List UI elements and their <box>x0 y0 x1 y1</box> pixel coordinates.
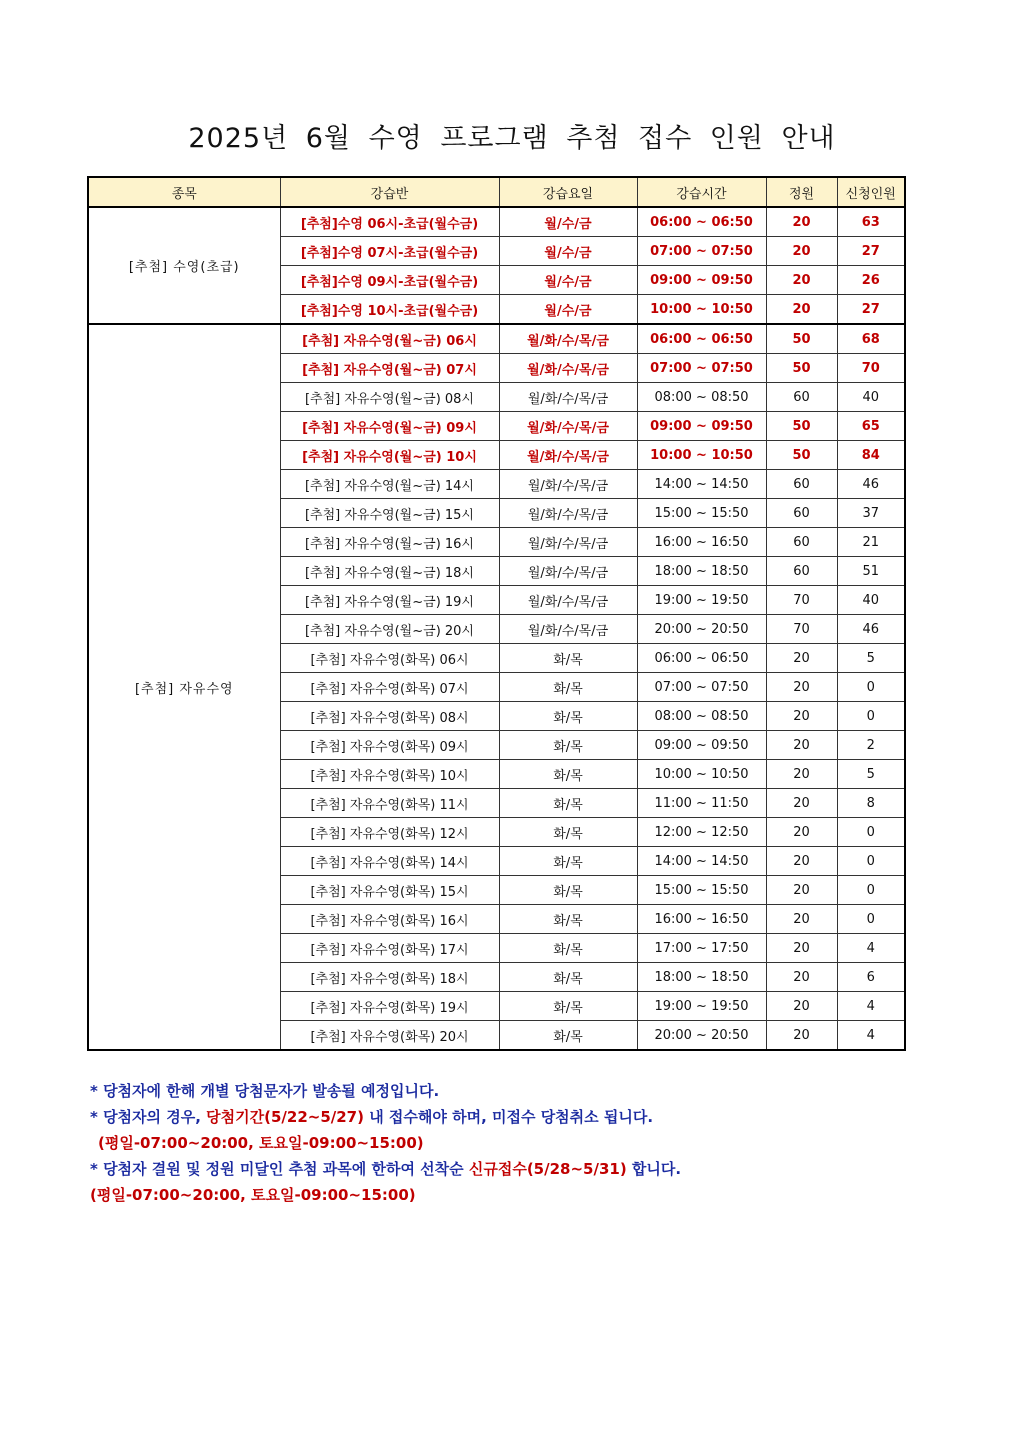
class-cell: [추첨] 자유수영(화목) 06시 <box>280 644 499 673</box>
applicants-cell: 4 <box>837 934 905 963</box>
days-cell: 화/목 <box>499 963 637 992</box>
days-cell: 월/화/수/목/금 <box>499 470 637 499</box>
days-cell: 화/목 <box>499 905 637 934</box>
capacity-cell: 20 <box>766 673 837 702</box>
class-cell: [추첨] 자유수영(월~금) 16시 <box>280 528 499 557</box>
category-cell: [추첨] 수영(초급) <box>88 207 280 324</box>
capacity-cell: 20 <box>766 992 837 1021</box>
time-cell: 06:00 ~ 06:50 <box>637 644 766 673</box>
class-cell: [추첨]수영 06시-초급(월수금) <box>280 207 499 237</box>
applicants-cell: 2 <box>837 731 905 760</box>
time-cell: 10:00 ~ 10:50 <box>637 295 766 325</box>
time-cell: 17:00 ~ 17:50 <box>637 934 766 963</box>
note-text: 내 접수해야 하며, 미접수 당첨취소 됩니다. <box>363 1108 654 1126</box>
capacity-cell: 20 <box>766 731 837 760</box>
time-cell: 16:00 ~ 16:50 <box>637 905 766 934</box>
note-text: 합니다. <box>626 1160 682 1178</box>
capacity-cell: 60 <box>766 383 837 412</box>
class-cell: [추첨] 자유수영(화목) 14시 <box>280 847 499 876</box>
capacity-cell: 20 <box>766 789 837 818</box>
time-cell: 20:00 ~ 20:50 <box>637 615 766 644</box>
class-cell: [추첨] 자유수영(화목) 19시 <box>280 992 499 1021</box>
notes <box>90 1078 950 1208</box>
capacity-cell: 60 <box>766 528 837 557</box>
class-cell: [추첨] 자유수영(월~금) 09시 <box>280 412 499 441</box>
class-cell: [추첨] 자유수영(화목) 09시 <box>280 731 499 760</box>
days-cell: 월/화/수/목/금 <box>499 441 637 470</box>
days-cell: 월/화/수/목/금 <box>499 412 637 441</box>
table-row <box>88 324 905 354</box>
time-cell: 06:00 ~ 06:50 <box>637 207 766 237</box>
class-cell: [추첨] 자유수영(화목) 16시 <box>280 905 499 934</box>
time-cell: 16:00 ~ 16:50 <box>637 528 766 557</box>
days-cell: 화/목 <box>499 731 637 760</box>
days-cell: 화/목 <box>499 847 637 876</box>
class-cell: [추첨]수영 10시-초급(월수금) <box>280 295 499 325</box>
table-header <box>88 177 905 207</box>
days-cell: 화/목 <box>499 644 637 673</box>
note-line-2 <box>90 1104 950 1130</box>
time-cell: 14:00 ~ 14:50 <box>637 470 766 499</box>
applicants-cell: 26 <box>837 266 905 295</box>
header-applicants: 신청인원 <box>837 177 905 207</box>
days-cell: 화/목 <box>499 673 637 702</box>
time-cell: 10:00 ~ 10:50 <box>637 760 766 789</box>
applicants-cell: 0 <box>837 702 905 731</box>
applicants-cell: 0 <box>837 818 905 847</box>
table-row <box>88 207 905 237</box>
header-class: 강습반 <box>280 177 499 207</box>
time-cell: 07:00 ~ 07:50 <box>637 237 766 266</box>
applicants-cell: 21 <box>837 528 905 557</box>
days-cell: 화/목 <box>499 818 637 847</box>
class-cell: [추첨] 자유수영(화목) 10시 <box>280 760 499 789</box>
page-title: 2025년 6월 수영 프로그램 추첨 접수 인원 안내 <box>188 123 836 154</box>
time-cell: 14:00 ~ 14:50 <box>637 847 766 876</box>
time-cell: 07:00 ~ 07:50 <box>637 673 766 702</box>
class-cell: [추첨] 자유수영(월~금) 19시 <box>280 586 499 615</box>
applicants-cell: 84 <box>837 441 905 470</box>
applicants-cell: 37 <box>837 499 905 528</box>
time-cell: 19:00 ~ 19:50 <box>637 992 766 1021</box>
capacity-cell: 50 <box>766 441 837 470</box>
class-cell: [추첨] 자유수영(월~금) 07시 <box>280 354 499 383</box>
class-cell: [추첨]수영 07시-초급(월수금) <box>280 237 499 266</box>
class-cell: [추첨] 자유수영(월~금) 18시 <box>280 557 499 586</box>
capacity-cell: 20 <box>766 702 837 731</box>
days-cell: 월/화/수/목/금 <box>499 586 637 615</box>
applicants-cell: 27 <box>837 295 905 325</box>
class-cell: [추첨] 자유수영(월~금) 08시 <box>280 383 499 412</box>
header-category: 종목 <box>88 177 280 207</box>
time-cell: 09:00 ~ 09:50 <box>637 266 766 295</box>
capacity-cell: 50 <box>766 354 837 383</box>
note-line-1 <box>90 1078 950 1104</box>
applicants-cell: 5 <box>837 760 905 789</box>
applicants-cell: 65 <box>837 412 905 441</box>
capacity-cell: 60 <box>766 499 837 528</box>
note-text: * 당첨자 결원 및 정원 미달인 추첨 과목에 한하여 선착순 <box>90 1160 469 1178</box>
class-cell: [추첨] 자유수영(화목) 17시 <box>280 934 499 963</box>
time-cell: 09:00 ~ 09:50 <box>637 731 766 760</box>
class-cell: [추첨] 자유수영(화목) 12시 <box>280 818 499 847</box>
note-hours: (평일-07:00~20:00, 토요일-09:00~15:00) <box>90 1186 416 1204</box>
note-text: * 당첨자의 경우, <box>90 1108 207 1126</box>
applicants-cell: 8 <box>837 789 905 818</box>
days-cell: 월/화/수/목/금 <box>499 615 637 644</box>
applicants-cell: 0 <box>837 876 905 905</box>
capacity-cell: 20 <box>766 237 837 266</box>
applicants-cell: 51 <box>837 557 905 586</box>
class-cell: [추첨] 자유수영(월~금) 10시 <box>280 441 499 470</box>
days-cell: 월/화/수/목/금 <box>499 557 637 586</box>
capacity-cell: 20 <box>766 207 837 237</box>
capacity-cell: 50 <box>766 324 837 354</box>
class-cell: [추첨] 자유수영(월~금) 20시 <box>280 615 499 644</box>
time-cell: 07:00 ~ 07:50 <box>637 354 766 383</box>
capacity-cell: 70 <box>766 586 837 615</box>
time-cell: 12:00 ~ 12:50 <box>637 818 766 847</box>
capacity-cell: 20 <box>766 1021 837 1051</box>
capacity-cell: 20 <box>766 266 837 295</box>
applicants-cell: 6 <box>837 963 905 992</box>
class-cell: [추첨] 자유수영(월~금) 06시 <box>280 324 499 354</box>
days-cell: 월/화/수/목/금 <box>499 324 637 354</box>
days-cell: 월/화/수/목/금 <box>499 383 637 412</box>
time-cell: 06:00 ~ 06:50 <box>637 324 766 354</box>
applicants-cell: 5 <box>837 644 905 673</box>
capacity-cell: 20 <box>766 847 837 876</box>
time-cell: 19:00 ~ 19:50 <box>637 586 766 615</box>
note-hours: (평일-07:00~20:00, 토요일-09:00~15:00) <box>98 1134 424 1152</box>
time-cell: 08:00 ~ 08:50 <box>637 383 766 412</box>
capacity-cell: 60 <box>766 557 837 586</box>
applicants-cell: 40 <box>837 586 905 615</box>
days-cell: 월/수/금 <box>499 237 637 266</box>
applicants-cell: 40 <box>837 383 905 412</box>
capacity-cell: 60 <box>766 470 837 499</box>
capacity-cell: 50 <box>766 412 837 441</box>
header-days: 강습요일 <box>499 177 637 207</box>
capacity-cell: 20 <box>766 876 837 905</box>
header-time: 강습시간 <box>637 177 766 207</box>
note-line-3 <box>90 1130 950 1156</box>
class-cell: [추첨] 자유수영(화목) 08시 <box>280 702 499 731</box>
days-cell: 월/수/금 <box>499 295 637 325</box>
applicants-cell: 27 <box>837 237 905 266</box>
time-cell: 10:00 ~ 10:50 <box>637 441 766 470</box>
applicants-cell: 0 <box>837 673 905 702</box>
class-cell: [추첨] 자유수영(화목) 11시 <box>280 789 499 818</box>
days-cell: 화/목 <box>499 760 637 789</box>
time-cell: 11:00 ~ 11:50 <box>637 789 766 818</box>
days-cell: 월/수/금 <box>499 207 637 237</box>
class-cell: [추첨]수영 09시-초급(월수금) <box>280 266 499 295</box>
days-cell: 월/화/수/목/금 <box>499 354 637 383</box>
applicants-cell: 0 <box>837 905 905 934</box>
capacity-cell: 20 <box>766 905 837 934</box>
applicants-cell: 63 <box>837 207 905 237</box>
time-cell: 20:00 ~ 20:50 <box>637 1021 766 1051</box>
time-cell: 18:00 ~ 18:50 <box>637 963 766 992</box>
note-line-5 <box>90 1182 950 1208</box>
class-cell: [추첨] 자유수영(월~금) 15시 <box>280 499 499 528</box>
days-cell: 화/목 <box>499 876 637 905</box>
header-capacity: 정원 <box>766 177 837 207</box>
time-cell: 15:00 ~ 15:50 <box>637 876 766 905</box>
schedule-table <box>87 176 906 1051</box>
days-cell: 화/목 <box>499 1021 637 1051</box>
capacity-cell: 20 <box>766 963 837 992</box>
table-body <box>88 207 905 1050</box>
category-cell: [추첨] 자유수영 <box>88 324 280 1050</box>
days-cell: 월/화/수/목/금 <box>499 528 637 557</box>
applicants-cell: 4 <box>837 992 905 1021</box>
time-cell: 18:00 ~ 18:50 <box>637 557 766 586</box>
capacity-cell: 20 <box>766 644 837 673</box>
days-cell: 화/목 <box>499 934 637 963</box>
capacity-cell: 20 <box>766 934 837 963</box>
days-cell: 월/수/금 <box>499 266 637 295</box>
class-cell: [추첨] 자유수영(화목) 20시 <box>280 1021 499 1051</box>
capacity-cell: 70 <box>766 615 837 644</box>
class-cell: [추첨] 자유수영(화목) 07시 <box>280 673 499 702</box>
note-line-4 <box>90 1156 950 1182</box>
class-cell: [추첨] 자유수영(화목) 15시 <box>280 876 499 905</box>
capacity-cell: 20 <box>766 818 837 847</box>
time-cell: 08:00 ~ 08:50 <box>637 702 766 731</box>
days-cell: 화/목 <box>499 702 637 731</box>
days-cell: 화/목 <box>499 789 637 818</box>
new-registration-period: 신규접수(5/28~5/31) <box>468 1160 627 1178</box>
applicants-cell: 0 <box>837 847 905 876</box>
applicants-cell: 4 <box>837 1021 905 1051</box>
applicants-cell: 70 <box>837 354 905 383</box>
winner-period: 당첨기간(5/22~5/27) <box>206 1108 364 1126</box>
applicants-cell: 46 <box>837 615 905 644</box>
time-cell: 09:00 ~ 09:50 <box>637 412 766 441</box>
capacity-cell: 20 <box>766 295 837 325</box>
capacity-cell: 20 <box>766 760 837 789</box>
time-cell: 15:00 ~ 15:50 <box>637 499 766 528</box>
applicants-cell: 68 <box>837 324 905 354</box>
note-text: * 당첨자에 한해 개별 당첨문자가 발송될 예정입니다. <box>90 1082 440 1100</box>
days-cell: 월/화/수/목/금 <box>499 499 637 528</box>
days-cell: 화/목 <box>499 992 637 1021</box>
class-cell: [추첨] 자유수영(화목) 18시 <box>280 963 499 992</box>
applicants-cell: 46 <box>837 470 905 499</box>
class-cell: [추첨] 자유수영(월~금) 14시 <box>280 470 499 499</box>
